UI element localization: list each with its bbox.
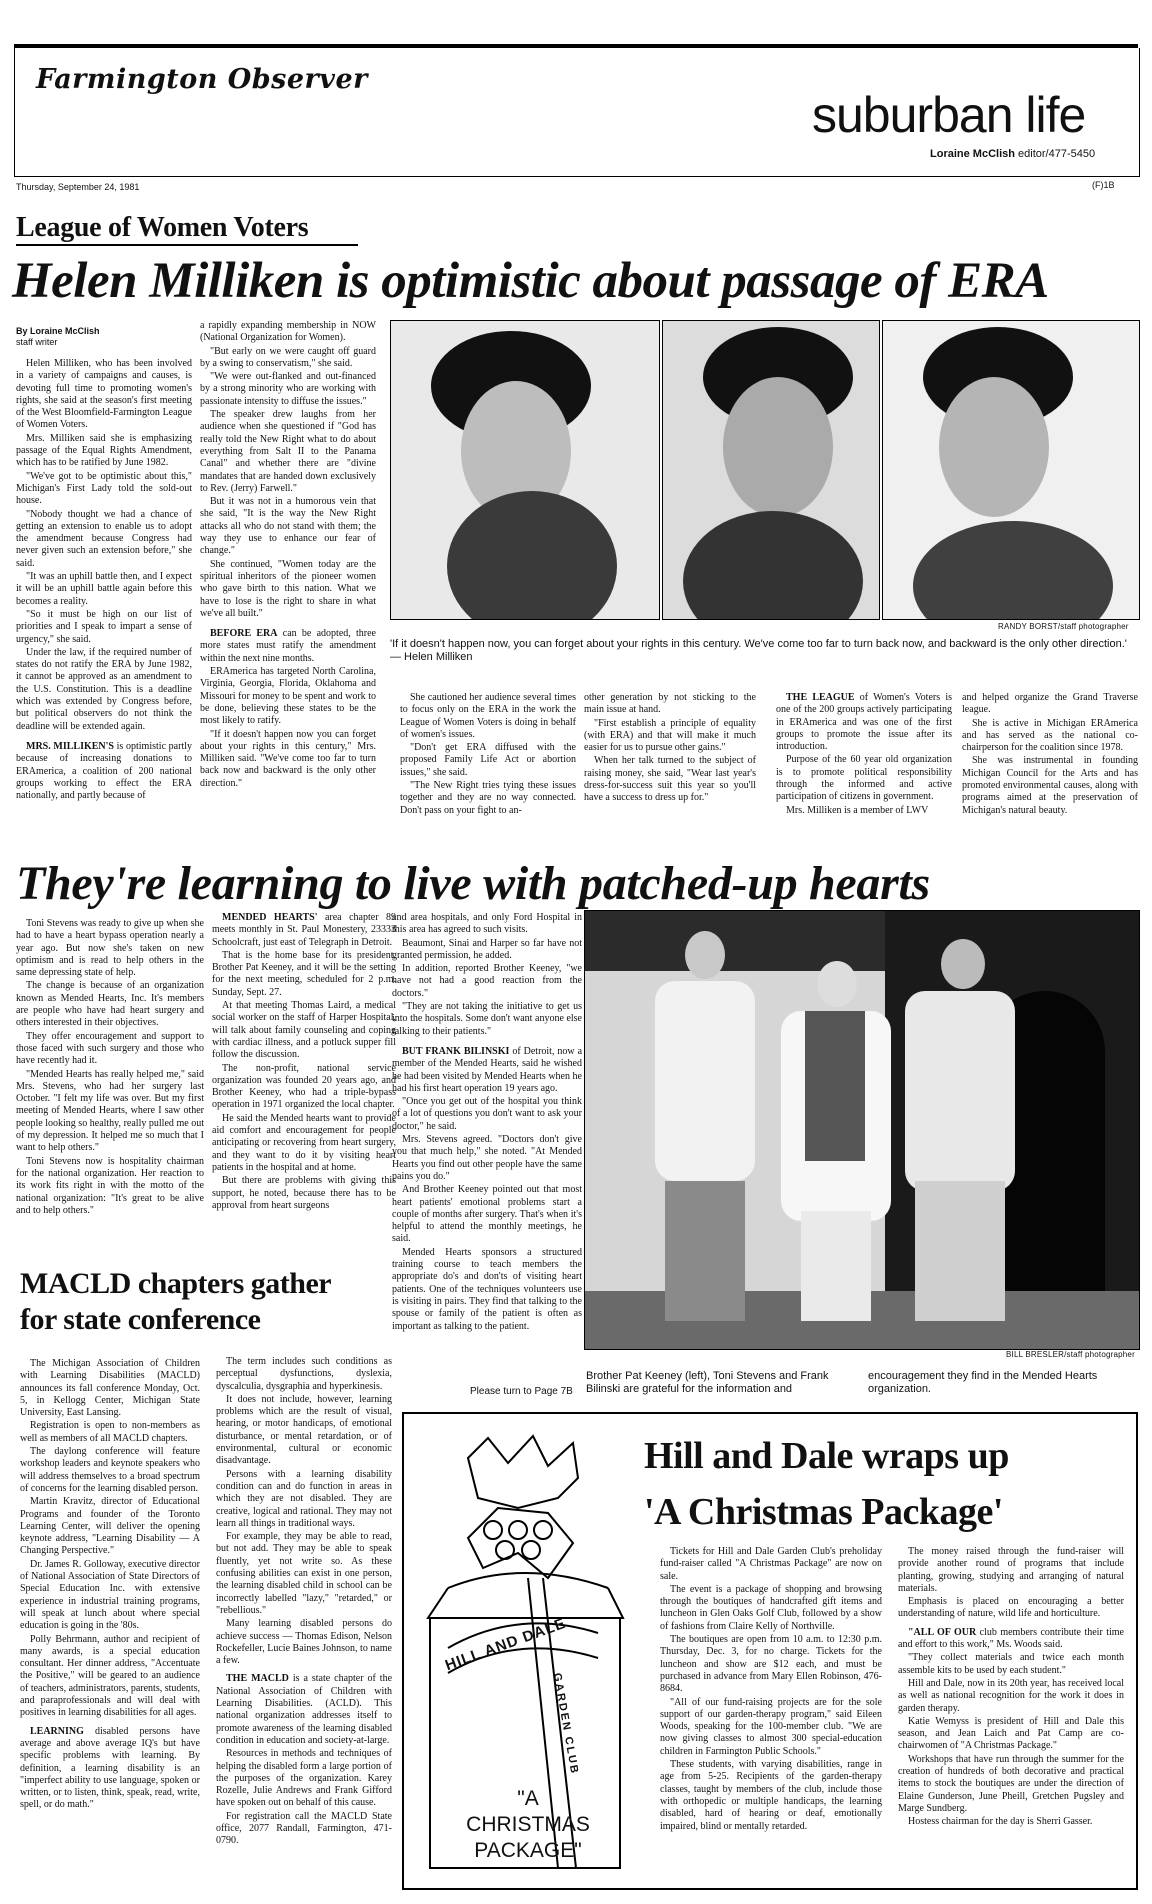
lead-in: THE MACLD [226, 1673, 289, 1685]
paragraph: ERAmerica has targeted North Carolina, Virginia, Georgia, Florida, Oklahoma and Missouri for money to be spent and work to be done, believing these states to be the most likely to ratify. [200, 666, 376, 727]
paragraph: But it was not in a humorous vein that she said, "It is the way the New Right attacks all who do not stand with them; the way they use to enhance our fear of change." [200, 496, 376, 557]
paragraph: Mended Hearts sponsors a structured training course to teach members the appropriate do's and don'ts of visiting heart patients. One of the techniques volunteers use is visiting in pairs. They find that talking to the spouse or family of the patient is often as important as talking to the patient. [392, 1246, 582, 1332]
paragraph: "First establish a principle of equality (with ERA) and that will make it much easier for us to pursue other gains." [584, 717, 756, 754]
christmas-column-1 [660, 1546, 882, 1882]
era-headline: Helen Milliken is optimistic about passage of ERA [12, 253, 1049, 309]
paragraph: The Michigan Association of Children with Learning Disabilities (MACLD) announces its fall conference Monday, Oct. 5, in Kellogg Center, Michigan State University, East Lansing. [20, 1358, 200, 1419]
paragraph [216, 1673, 392, 1747]
paragraph-text: of Women's Voters is one of the 200 groups actively participating in ERAmerica and was one of the first groups to promote the issue after its introduction. [776, 692, 952, 753]
paragraph: and area hospitals, and only Ford Hospital in this area has agreed to such visits. [392, 912, 582, 936]
paragraph: "Once you get out of the hospital you think of a lot of questions you don't want to ask your doctor," he said. [392, 1096, 582, 1132]
christmas-headline [644, 1428, 1009, 1540]
headline-line: 'A Christmas Package' [644, 1491, 1003, 1533]
paragraph: Polly Behrmann, author and recipient of many awards, is a special education consultant. Her dinner address, "Accentuate the Positive," will be geared to an audience of teachers, administrators, parents, students, and paraprofessionals and will deal with positives in learning disabilities for all ages. [20, 1633, 200, 1719]
paragraph: She cautioned her audience several times to focus only on the ERA in the work the League of Women Voters is doing in behalf of women's issues. [400, 692, 576, 740]
paragraph: "So it must be high on our list of priorities and I speak to impart a sense of urgency," she said. [16, 608, 192, 645]
lead-in: BUT FRANK BILINSKI [402, 1045, 510, 1057]
paragraph: Hill and Dale, now in its 20th year, has received local as well as national recognition for the work it does in garden therapy. [898, 1677, 1124, 1714]
paragraph: She is active in Michigan ERAmerica and has served as the national co-chairperson for the coalition since 1978. [962, 717, 1138, 754]
milliken-photo-2 [662, 320, 880, 620]
section-title: suburban life [812, 87, 1086, 143]
paragraph: "We've got to be optimistic about this," Michigan's First Lady told the sold-out house. [16, 470, 192, 507]
hearts-column-1 [16, 918, 204, 1252]
era-photo-credit: RANDY BORST/staff photographer [998, 622, 1129, 631]
lead-in: LEARNING [30, 1725, 84, 1737]
era-column-5 [776, 692, 952, 858]
paragraph: Workshops that have run through the summer for the creation of hundreds of both decorative and practical items to stock the boutiques are under the direction of Elaine Gunderson, June Pheill, Gretchen Pugsley and Marge Sundberg. [898, 1753, 1124, 1814]
lead-in: "ALL OF OUR [908, 1626, 977, 1638]
paragraph: These students, with varying disabilities, range in age from 5-25. Recipients of the garden-therapy classes, taught by members of the club, include those with orthopedic or multiple handicaps, the learning disabled, hard of hearing or deaf, emotionally impaired, blind or mentally retarded. [660, 1759, 882, 1832]
paragraph: For example, they may be able to read, but not add. They may be able to speak fluently, yet not write so. As these confusing abilities can exist in one person, the learning disabled child in school can be incorrectly labelled "lazy," "retarded," or "rebellious." [216, 1531, 392, 1616]
paragraph-text: disabled persons have average and above average IQ's but have specific problems with learning. By definition, a learning disability is an "imperfect ability to use language, spoken or written, or to listen, think, speak, read, write, spell, or do math." [20, 1725, 200, 1811]
paragraph: The daylong conference will feature workshop leaders and keynote speakers who will address themselves to a broad spectrum of concerns for the learning disabled person. [20, 1446, 200, 1494]
headline-line: Hill and Dale wraps up [644, 1435, 1009, 1477]
paragraph-text: area chapter 89 meets monthly in St. Paul Monestery, 23333 Schoolcraft, just east of Telegraph in Detroit. [212, 912, 396, 948]
paragraph: "If it doesn't happen now you can forget about your rights in this century," Mrs. Milliken said. "We've come too far to turn back now and backward is the only other direction." [200, 728, 376, 789]
paragraph: They offer encouragement and support to those faced with such surgery and those who have recently had it. [16, 1030, 204, 1067]
era-column-2 [200, 320, 376, 858]
era-column-1 [16, 358, 192, 858]
era-column-3 [400, 692, 576, 858]
paragraph-text: of Detroit, now a member of the Mended Hearts, said he wished he had been visited by Mended Hearts when he had his first heart operation 19 years ago. [392, 1045, 582, 1094]
paragraph: Many learning disabled persons do achieve success — Thomas Edison, Nelson Rockefeller, Lucie Baines Johnson, to name a few. [216, 1618, 392, 1667]
headline-line: for state conference [20, 1303, 261, 1336]
paragraph: "Nobody thought we had a chance of getting an extension to enable us to adopt the amendment because Congress had never given such an extension before," she said. [16, 508, 192, 569]
paragraph: "Don't get ERA diffused with the proposed Family Life Act or abortion issues," she said. [400, 742, 576, 778]
package-label [448, 1786, 608, 1864]
paragraph: He said the Mended hearts want to provide aid comfort and encouragement for people anticipating or recovering from heart surgery, and they want to do it by visiting heart patients in the hospital and at home. [212, 1112, 396, 1173]
paragraph: "All of our fund-raising projects are for the sole support of our garden-therapy program," said Eileen Woods, speaking for the 100-member club. "We are now giving classes to almost 300 special-education children in Farmington Public Schools." [660, 1696, 882, 1757]
paragraph: She continued, "Women today are the spiritual inheritors of the pioneer women who gave birth to this nation. What we have to lose is the right to share in what we've all built." [200, 558, 376, 619]
hearts-column-3 [392, 912, 582, 1386]
headline-line: MACLD chapters gather [20, 1267, 332, 1300]
hearts-headline: They're learning to live with patched-up hearts [16, 857, 930, 910]
editor-title: editor/477-5450 [1018, 148, 1096, 160]
mended-hearts-photo [584, 910, 1140, 1350]
paragraph: Mrs. Milliken is a member of LWV [786, 804, 929, 816]
paragraph: Persons with a learning disability condition can and do function in areas in which they are not disabled. They are creative, logical and rational. They may not learn all things in traditional ways. [216, 1468, 392, 1529]
paragraph-text: can be adopted, three more states must ratify the amendment within the next nine months. [200, 628, 376, 664]
paragraph: Beaumont, Sinai and Harper so far have not granted permission, he added. [392, 937, 582, 961]
paragraph: When her talk turned to the subject of raising money, she said, "Wear last year's dress-for-success suit this year so you'll have a success to dress up for." [584, 755, 756, 804]
paragraph: The term includes such conditions as perceptual dysfunctions, dyslexia, dyscalculia, dysgraphia and hyperkinesis. [216, 1356, 392, 1392]
paragraph [16, 741, 192, 802]
paragraph: a rapidly expanding membership in NOW (National Organization for Women). [200, 320, 376, 344]
continued-jump: Please turn to Page 7B [470, 1386, 573, 1397]
paragraph: The event is a package of shopping and browsing through the boutiques of handcrafted gift items and luncheon in Glen Oaks Golf Club, followed by a show of fashions from Claire Kelly of Northville. [660, 1583, 882, 1632]
paragraph: Helen Milliken, who has been involved in a variety of campaigns and causes, is devoting full time to promoting women's rights, she said at the season's first meeting of the West Bloomfield-Farmington League of Women Voters. [16, 358, 192, 431]
byline-name: By Loraine McClish [16, 326, 100, 336]
paragraph-text: is a state chapter of the National Association of Children with Learning Disabilities. (ACLD). This national organization addresses itself to promote awareness of the learning disabled condition in education and society-at-large. [216, 1673, 392, 1746]
paragraph: The change is because of an organization known as Mended Hearts, Inc. It's members are people who have had heart surgery and others interested in their objectives. [16, 980, 204, 1029]
lead-in: BEFORE ERA [210, 628, 278, 640]
paragraph: "Mended Hearts has really helped me," said Mrs. Stevens, who had her surgery last October. "I felt my life was over. But my first meeting of Mended Hearts, where I saw other people looking so healthy, really pulled me out of my depression. It helped me so much that I want to help others." [16, 1068, 204, 1154]
paragraph: The boutiques are open from 10 a.m. to 12:30 p.m. Thursday, Dec. 3, for no charge. Tickets for the luncheon and show are $12 each, and must be purchased in advance from Mary Ellen Robinson, 476-8684. [660, 1634, 882, 1695]
package-label-line: "A [517, 1787, 539, 1810]
milliken-photo-3 [882, 320, 1140, 620]
package-label-line: PACKAGE" [474, 1839, 582, 1862]
macld-column-2 [216, 1356, 392, 1886]
paragraph: Dr. James R. Golloway, executive director of National Association of State Directors of Special Education Inc. with extensive experience in industrial training programs, will speak at lunch about where special education is going in the '80s. [20, 1558, 200, 1632]
paragraph: Toni Stevens was ready to give up when she had to have a heart bypass operation nearly a year ago. But now she's taken on new optimism and is read to help others in the same depressing state of help. [16, 918, 204, 979]
paragraph: But there are problems with giving this support, he noted, because there has to be approval from heart surgeons [212, 1175, 396, 1211]
editor-name: Loraine McClish [930, 148, 1015, 160]
paragraph: Registration is open to non-members as well as members of all MACLD chapters. [20, 1420, 200, 1444]
paragraph: Resources in methods and techniques of helping the disabled form a large portion of the purposes of the organization. Karey Rozelle, Julie Andrews and Frank Gifford have spoken out on behalf of this cause. [216, 1748, 392, 1809]
byline-role: staff writer [16, 337, 58, 347]
era-kicker: League of Women Voters [16, 212, 309, 243]
kicker-underline [16, 244, 358, 246]
ribbon-text: HILL AND DALE [442, 1614, 569, 1675]
paragraph [898, 1627, 1124, 1652]
paragraph: Mrs. Stevens agreed. "Doctors don't give you that much help," she noted. "At Mended Hearts you find out other people have the same pains you do." [392, 1134, 582, 1182]
paragraph: "But early on we were caught off guard by a swing to conservatism," she said. [200, 345, 376, 369]
paragraph: "They collect materials and twice each month assemble kits to be used by each student." [898, 1652, 1124, 1676]
era-column-6 [962, 692, 1138, 858]
paragraph: That is the home base for its president, Brother Pat Keeney, and it will be the setting for the next meeting, scheduled for 2 p.m. Sunday, Sept. 27. [212, 949, 396, 998]
paragraph-text: club members contribute their time and effort to this work," Ms. Woods said. [898, 1626, 1124, 1651]
paragraph: It does not include, however, learning problems which are the result of visual, hearing, or motor handicaps, of emotional disturbance, or mental retardation, or of environmental, cultural or economic disadvantage. [216, 1393, 392, 1467]
paragraph: The money raised through the fund-raiser will provide another round of programs that include planting, growing, studying and arranging of natural materials. [898, 1546, 1124, 1594]
paragraph [20, 1726, 200, 1812]
paragraph: and helped organize the Grand Traverse league. [962, 692, 1138, 716]
lead-in: MRS. MILLIKEN'S [26, 740, 114, 752]
paragraph: "We were out-flanked and out-financed by a strong minority who are working with passionate intensity to diffuse the issues." [200, 371, 376, 407]
paragraph [212, 912, 396, 949]
era-byline [16, 326, 100, 348]
paragraph: In addition, reported Brother Keeney, "we have not had a good reaction from the doctors." [392, 963, 582, 999]
paragraph: Emphasis is placed on encouraging a better understanding of nature, wild life and horticulture. [898, 1596, 1124, 1620]
era-photo-caption: 'If it doesn't happen now, you can forget about your rights in this century. We've come too far to turn back now, and backward is the only other direction.' — Helen Milliken [390, 638, 1127, 663]
milliken-photo-1 [390, 320, 660, 620]
hearts-photo-caption: Brother Pat Keeney (left), Toni Stevens and Frank Bilinski are grateful for the information and encouragement they find in the Mended Hearts organization. [586, 1370, 1098, 1395]
paragraph: Martin Kravitz, director of Educational Programs and founder of the Toronto Learning Center, will deliver the opening keynote address, "Learning Disability — A Changing Perspective." [20, 1496, 200, 1557]
paragraph [200, 628, 376, 665]
paragraph: Katie Wemyss is president of Hill and Dale this season, and Jean Laich and Pat Camp are co-chairwomen of "A Christmas Package." [898, 1715, 1124, 1752]
era-column-4 [584, 692, 756, 858]
macld-column-1 [20, 1358, 200, 1886]
ribbon-text-vertical: GARDEN CLUB [550, 1672, 581, 1776]
paragraph: Purpose of the 60 year old organization is to promote political responsibility through the informed and active participation of citizens in government. [776, 754, 952, 803]
lead-in: THE LEAGUE [786, 692, 855, 703]
paragraph: At that meeting Thomas Laird, a medical social worker on the staff of Harper Hospital, will talk about family counseling and coping with cardiac illness, and a potluck supper fill follow the discussion. [212, 1000, 396, 1061]
christmas-column-2 [898, 1546, 1124, 1882]
paragraph: Hostess chairman for the day is Sherri Gasser. [908, 1816, 1093, 1828]
paragraph: Tickets for Hill and Dale Garden Club's preholiday fund-raiser called "A Christmas Package" are now on sale. [660, 1546, 882, 1582]
page-code: (F)1B [1092, 180, 1115, 190]
paragraph: other generation by not sticking to the main issue at hand. [584, 692, 756, 716]
paragraph: "The New Right tries tying these issues together and they are no way connected. Don't pass on your fight to an- [400, 780, 576, 816]
paragraph: The non-profit, national service organization was founded 20 years ago, and Brother Keeney, who had a triple-bypass operation in 1971 organized the local chapter. [212, 1062, 396, 1111]
paragraph [776, 692, 952, 753]
paper-name: Farmington Observer [36, 64, 368, 95]
paragraph: And Brother Keeney pointed out that most heart patients' emotional problems start a couple of months after surgery. That's when it's helpful to attend the monthly meetings, he said. [392, 1184, 582, 1245]
lead-in: MENDED HEARTS' [222, 912, 318, 923]
editor-credit [930, 148, 1095, 160]
paragraph: She was instrumental in founding Michigan Council for the Arts and has promoted environmental causes, along with programs aimed at the preservation of Michigan's natural beauty. [962, 755, 1138, 816]
package-label-line: CHRISTMAS [466, 1813, 590, 1836]
paragraph-text: is optimistic partly because of increasing donations to ERAmerica, a coalition of 200 national groups working to effect the ERA nationally, and partly because of [16, 740, 192, 802]
paragraph: Toni Stevens now is hospitality chairman for the national organization. Her reaction to its work fits right in with the motto of the national organization: "It's great to be alive and to help others." [16, 1155, 204, 1216]
paragraph [392, 1046, 582, 1095]
macld-headline [20, 1266, 331, 1338]
christmas-illustration [408, 1418, 640, 1880]
paragraph: The speaker drew laughs from her audience when she questioned if "God has really told the New Right what to do about everything from Salt II to the Panama Canal" and whether there are "divine mandates that are handed down exclusively to Rev. (Jerry) Farwell." [200, 409, 376, 494]
hearts-photo-credit: BILL BRESLER/staff photographer [1006, 1350, 1135, 1359]
paragraph: "It was an uphill battle then, and I expect it will be an uphill battle again before this becomes a reality. [16, 571, 192, 607]
paragraph: For registration call the MACLD State office, 2077 Randall, Farmington, 471-0790. [216, 1810, 392, 1847]
paragraph: "They are not taking the initiative to get us into the hospitals. Some don't want anyone else talking to their patients." [392, 1001, 582, 1037]
issue-date: Thursday, September 24, 1981 [16, 182, 140, 192]
paragraph: Under the law, if the required number of states do not ratify the ERA by June 1982, it cannot be approved as an amendment to the U.S. Constitution. This is a deadline which was extended by Congress before, but political observers do not think the deadline will be extended again. [16, 646, 192, 732]
paragraph: Mrs. Milliken said she is emphasizing passage of the Equal Rights Amendment, which has to be ratified by June 1982. [16, 432, 192, 469]
